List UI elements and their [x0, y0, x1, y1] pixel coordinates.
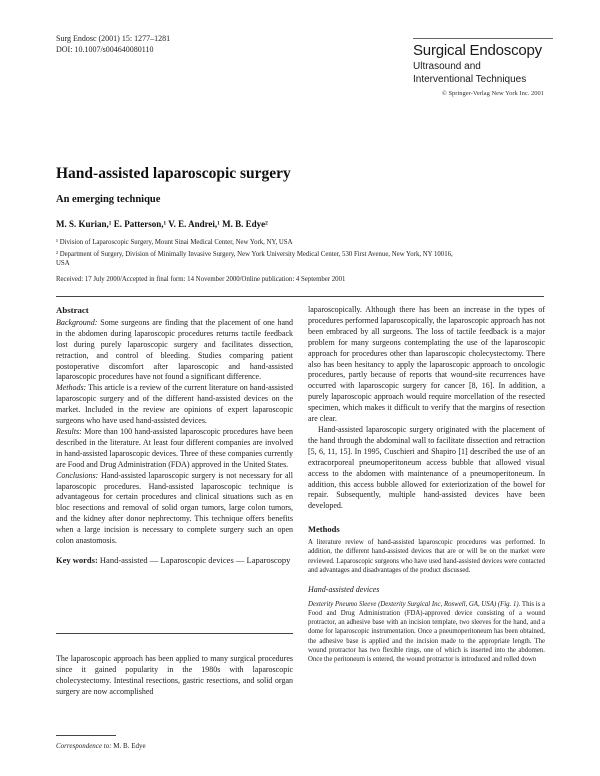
abstract-background: Background: Some surgeons are finding that the placement of one hand in the abdomen during laparoscopic procedures returns tactile feedback lost during purely laparoscopic surgery and facilitates dissection, retraction, and control of bleeding. Studies comparing patient postoperative discomfort after laparoscopic and hand-assisted laparoscopic procedures have not found a significant difference. [56, 317, 293, 382]
right-column [308, 305, 545, 664]
abstract-methods: Methods: This article is a review of the current literature on hand-assisted laparoscopic surgery and of the different hand-assisted devices on the market. Included in the review are opinions of expert laparoscopic surgeons who have used hand-assisted devices. [56, 383, 293, 426]
article-title: Hand-assisted laparoscopic surgery [56, 165, 291, 182]
methods-heading: Methods [308, 524, 340, 535]
abstract-results: Results: More than 100 hand-assisted laparoscopic procedures have been described in the literature. At least four different companies are involved in hand-assisted laparoscopic devices. Three of these companies currently are Food and Drug Administration (FDA) approved in the United States. [56, 426, 293, 469]
keywords: Key words: Hand-assisted — Laparoscopic devices — Laparoscopy [56, 554, 291, 565]
doi: DOI: 10.1007/s004640080110 [56, 45, 154, 54]
intro-text [56, 654, 293, 698]
received-dates: Received: 17 July 2000/Accepted in final form: 14 November 2000/Online publication: 4 September 2001 [56, 276, 346, 283]
journal-subtitle-2: Interventional Techniques [413, 74, 527, 85]
running-header [56, 33, 170, 55]
right-paragraph-2: Hand-assisted laparoscopic surgery originated with the placement of the hand through the abdominal wall to facilitate dissection and retraction [5, 6, 11, 15]. In 1995, Cuschieri and Shapiro [1] described the use of an extracorporeal pneumoperitoneum access bubble that allowed visual access to the abdomen with maintenance of a pneumoperitoneum. In addition, this access bubble allowed for exteriorization of the bowel for repair. Subsequently, multiple hand-assisted devices have been developed. [308, 424, 545, 511]
affiliation-2 [56, 250, 546, 268]
copyright: © Springer-Verlag New York Inc. 2001 [441, 90, 544, 97]
header-divider [56, 296, 544, 297]
journal-subtitle-1: Ultrasound and [413, 61, 481, 72]
affiliation-2-line2: USA [56, 260, 70, 267]
citation: Surg Endosc (2001) 15: 1277–1281 [56, 34, 171, 43]
affiliation-2-line1: ² Department of Surgery, Division of Minimally Invasive Surgery, New York University Medical Center, 530 First Avenue, New York, NY 10016, [56, 251, 453, 258]
devices-heading: Hand-assisted devices [308, 584, 380, 594]
abstract-conclusions: Conclusions: Hand-assisted laparoscopic surgery is not necessary for all laparoscopic procedures. Hand-assisted laparoscopic technique is advantageous for certain procedures and clinical situations such as en bloc resections and removal of solid organ tumors, large colon tumors, and the kidney after donor nephrectomy. This technique offers benefits when a large incision is necessary to complete surgery such an open colon anastomosis. [56, 470, 293, 546]
journal-logo [413, 38, 553, 85]
devices-text: Dexterity Pneumo Sleeve (Dexterity Surgical Inc, Roswell, GA, USA) (Fig. 1). This is a Food and Drug Administration (FDA)-approved device consisting of a wound protractor, an adhesive base with an incision template, two sleeves for the hand, and a dome for laparoscopic instrumentation. Once a pneumoperitoneum has been obtained, the adhesive base is applied and the incision made to the appropriate length. The wound protractor has two flexible rings, one of which is inserted into the abdomen. Once the peritoneum is entered, the wound protractor is introduced and rolled down [308, 600, 546, 664]
intro-paragraph: The laparoscopic approach has been applied to many surgical procedures since it gained popularity in the 1980s with laparoscopic cholecystectomy. Intestinal resections, gastric resections, and solid organ surgery are now accomplished [56, 654, 293, 696]
affiliation-1: ¹ Division of Laparoscopic Surgery, Mount Sinai Medical Center, New York, NY, USA [56, 239, 293, 246]
methods-text: A literature review of hand-assisted laparoscopic procedures was performed. In addition, the different hand-assisted devices that are or will be on the market were reviewed. Laparoscopic surgeons who have used hand-assisted devices were contacted and advantages and disadvantages of the product discussed. [308, 539, 545, 574]
journal-name: Surgical Endoscopy [413, 38, 553, 59]
abstract-heading: Abstract [56, 305, 89, 315]
footnote-divider [56, 735, 116, 736]
correspondence: Correspondence to: M. B. Edye [56, 742, 146, 750]
author-list: M. S. Kurian,¹ E. Patterson,¹ V. E. Andrei,¹ M. B. Edye² [56, 219, 268, 229]
right-paragraph-1: laparoscopically. Although there has been an increase in the types of procedures performed laparoscopically, the laparoscopic approach has not been embraced by all surgeons. The loss of tactile feedback is a major problem for many surgeons contemplating the use of the laparoscopic approach for procedures other than laparoscopic cholecystectomy. There also has been hesitancy to apply the laparoscopic approach to oncologic procedures, partly because of reports that wound-site recurrences have occurred with laparoscopic surgery for cancer [8, 16]. In addition, a purely laparoscopic approach would require morcellation of the resected specimen, which makes it difficult to verify that the margins of resection are clear. [308, 305, 545, 424]
abstract-divider [56, 633, 293, 634]
article-subtitle: An emerging technique [56, 194, 161, 205]
left-column [56, 305, 293, 566]
